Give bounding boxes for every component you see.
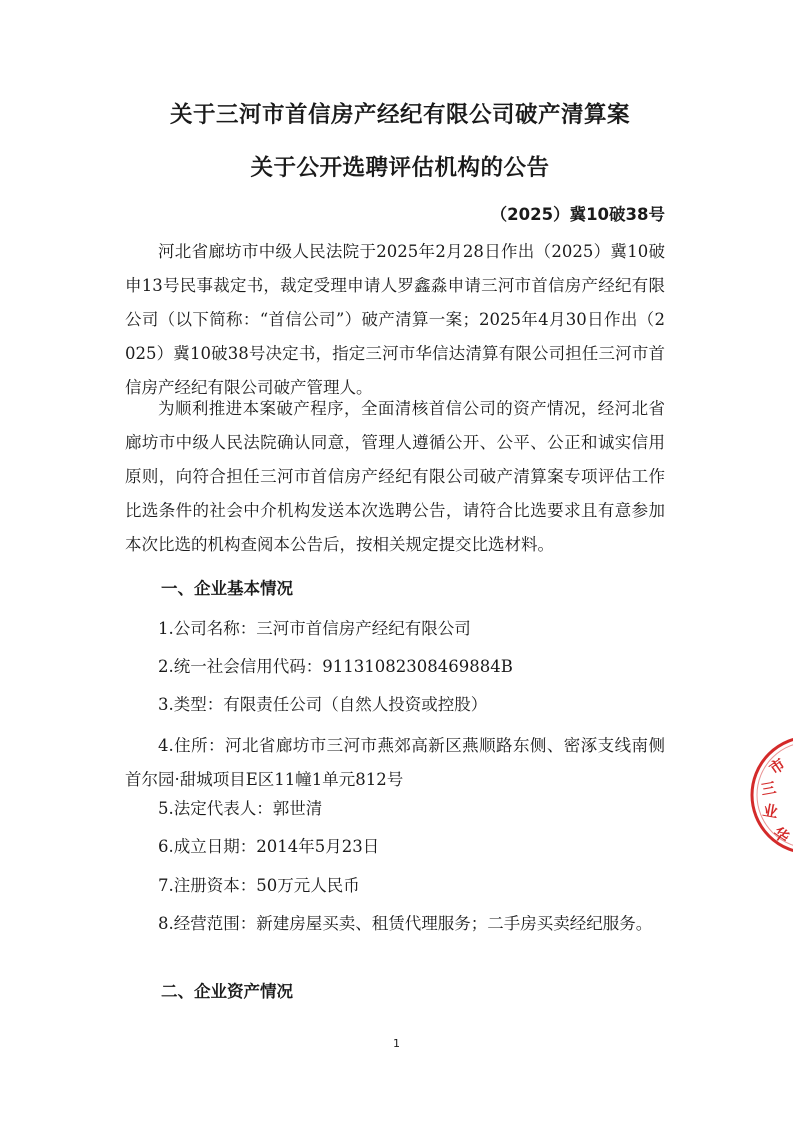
section-heading-company-info: 一、企业基本情况 (161, 579, 293, 598)
registered-capital-item: 7.注册资本：50万元人民币 (158, 876, 360, 895)
establishment-date-item: 6.成立日期：2014年5月23日 (158, 837, 380, 856)
page-number: 1 (393, 1037, 400, 1050)
intro-paragraph: 河北省廊坊市中级人民法院于2025年2月28日作出（2025）冀10破申13号民事裁定书，裁定受理申请人罗鑫淼申请三河市首信房产经纪有限公司（以下简称：“首信公司”）破产清算一案；2025年4月30日作出（2025）冀10破38号决定书，指定三河市华信达清算有限公司担任三河市首信房产经纪有限公司破产管理人。 (125, 242, 665, 397)
document-title: 关于三河市首信房产经纪有限公司破产清算案 (169, 102, 630, 128)
official-seal-icon (748, 735, 793, 855)
svg-text:三: 三 (759, 778, 778, 799)
document-number: （2025）冀10破38号 (490, 205, 665, 224)
svg-text:市: 市 (765, 754, 789, 779)
svg-text:华: 华 (769, 823, 793, 847)
section-heading-assets: 二、企业资产情况 (161, 982, 293, 1001)
credit-code-item: 2.统一社会信用代码：91131082308469884B (158, 657, 513, 676)
company-name-item: 1.公司名称：三河市首信房产经纪有限公司 (158, 619, 471, 638)
svg-text:业: 业 (761, 801, 780, 822)
address-item: 4.住所：河北省廊坊市三河市燕郊高新区燕顺路东侧、密涿支线南侧首尔园·甜城项目E区11幢1单元812号 (125, 736, 665, 789)
purpose-paragraph: 为顺利推进本案破产程序，全面清核首信公司的资产情况，经河北省廊坊市中级人民法院确认同意，管理人遵循公开、公平、公正和诚实信用原则，向符合担任三河市首信房产经纪有限公司破产清算案专项评估工作比选条件的社会中介机构发送本次选聘公告，请符合比选要求且有意参加本次比选的机构查阅本公告后，按相关规定提交比选材料。 (125, 399, 665, 554)
company-type-item: 3.类型：有限责任公司（自然人投资或控股） (158, 695, 488, 714)
document-subtitle: 关于公开选聘评估机构的公告 (250, 155, 550, 181)
business-scope-item: 8.经营范围：新建房屋买卖、租赁代理服务；二手房买卖经纪服务。 (158, 914, 653, 933)
legal-representative-item: 5.法定代表人：郭世清 (158, 799, 323, 818)
